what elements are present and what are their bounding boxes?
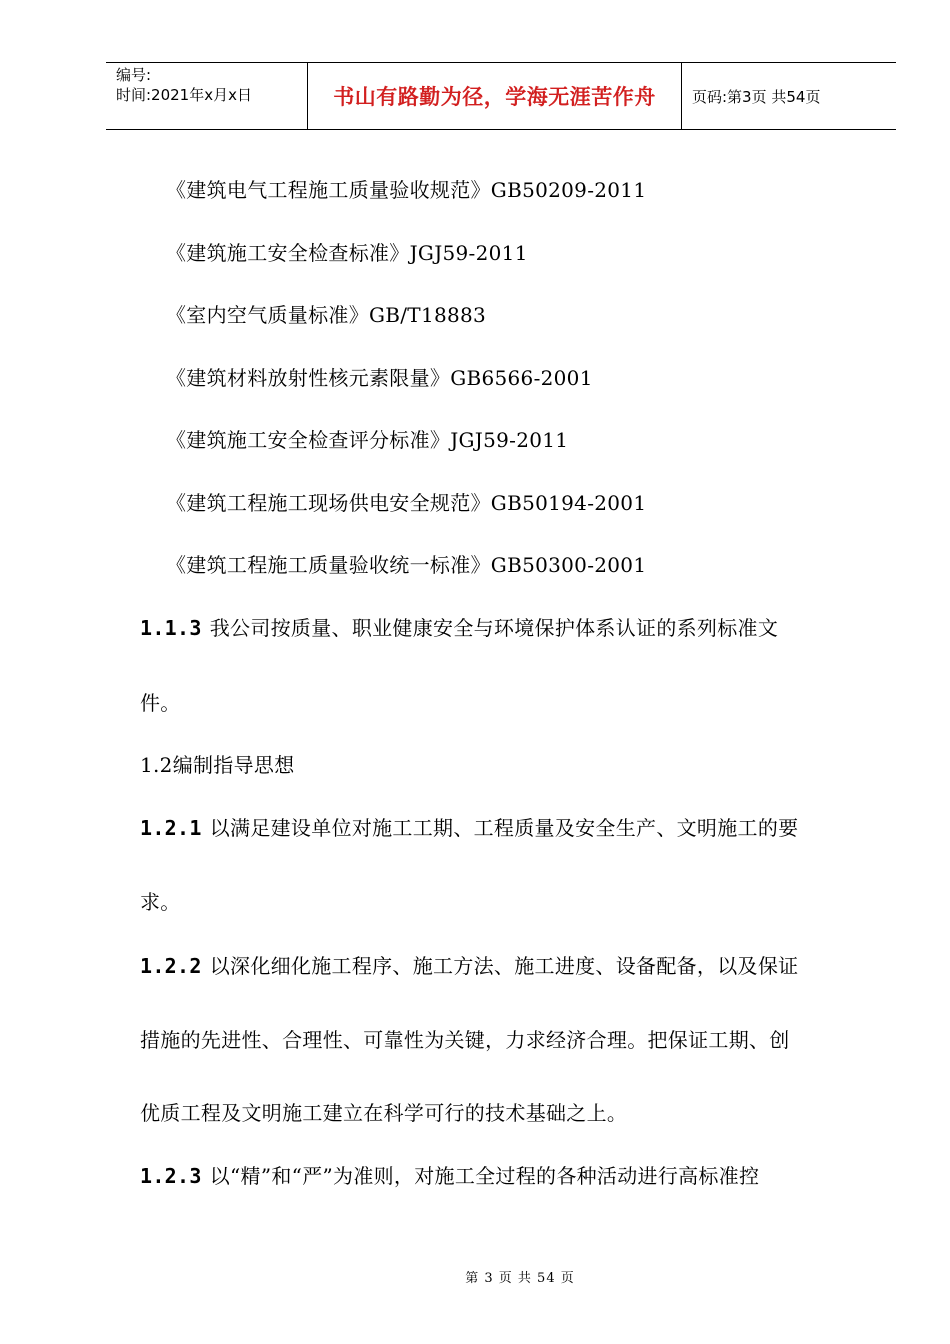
section-number: 1.2.3 <box>140 1164 202 1188</box>
section-number: 1.2.2 <box>140 954 202 978</box>
reference-item: 《建筑施工安全检查评分标准》JGJ59-2011 <box>166 428 569 452</box>
paragraph-line: 件。 <box>140 691 181 715</box>
paragraph-line: 求。 <box>140 890 181 914</box>
section-heading: 1.2编制指导思想 <box>140 753 295 777</box>
paragraph-text: 以满足建设单位对施工工期、工程质量及安全生产、文明施工的要 <box>209 816 799 840</box>
header-page-cell <box>682 63 896 129</box>
paragraph-line: 措施的先进性、合理性、可靠性为关键，力求经济合理。把保证工期、创 <box>140 1028 790 1052</box>
date-label: 时间:2021年x月x日 <box>116 86 252 104</box>
serial-number-label: 编号: <box>116 66 152 84</box>
paragraph-text: 我公司按质量、职业健康安全与环境保护体系认证的系列标准文 <box>209 616 779 640</box>
paragraph-text: 以深化细化施工程序、施工方法、施工进度、设备配备，以及保证 <box>209 954 799 978</box>
paragraph-line: 优质工程及文明施工建立在科学可行的技术基础之上。 <box>140 1101 628 1125</box>
paragraph-line <box>140 950 798 979</box>
page-info: 页码:第3页 共54页 <box>692 87 821 106</box>
header-motto-cell <box>308 63 682 129</box>
page-footer: 第 3 页 共 54 页 <box>465 1271 575 1286</box>
section-number: 1.2.1 <box>140 816 202 840</box>
paragraph-line <box>140 812 798 841</box>
paragraph-text: 以“精”和“严”为准则，对施工全过程的各种活动进行高标准控 <box>209 1164 760 1188</box>
reference-item: 《室内空气质量标准》GB/T18883 <box>166 303 487 327</box>
document-header <box>106 62 896 130</box>
motto-text: 书山有路勤为径，学海无涯苦作舟 <box>333 85 656 109</box>
paragraph-line <box>140 1160 759 1189</box>
header-meta-cell <box>106 63 308 129</box>
reference-item: 《建筑材料放射性核元素限量》GB6566-2001 <box>166 366 593 390</box>
reference-item: 《建筑工程施工质量验收统一标准》GB50300-2001 <box>166 553 647 577</box>
paragraph-line <box>140 612 778 641</box>
reference-item: 《建筑电气工程施工质量验收规范》GB50209-2011 <box>166 178 647 202</box>
reference-item: 《建筑施工安全检查标准》JGJ59-2011 <box>166 241 528 265</box>
section-number: 1.1.3 <box>140 616 202 640</box>
reference-item: 《建筑工程施工现场供电安全规范》GB50194-2001 <box>166 491 647 515</box>
